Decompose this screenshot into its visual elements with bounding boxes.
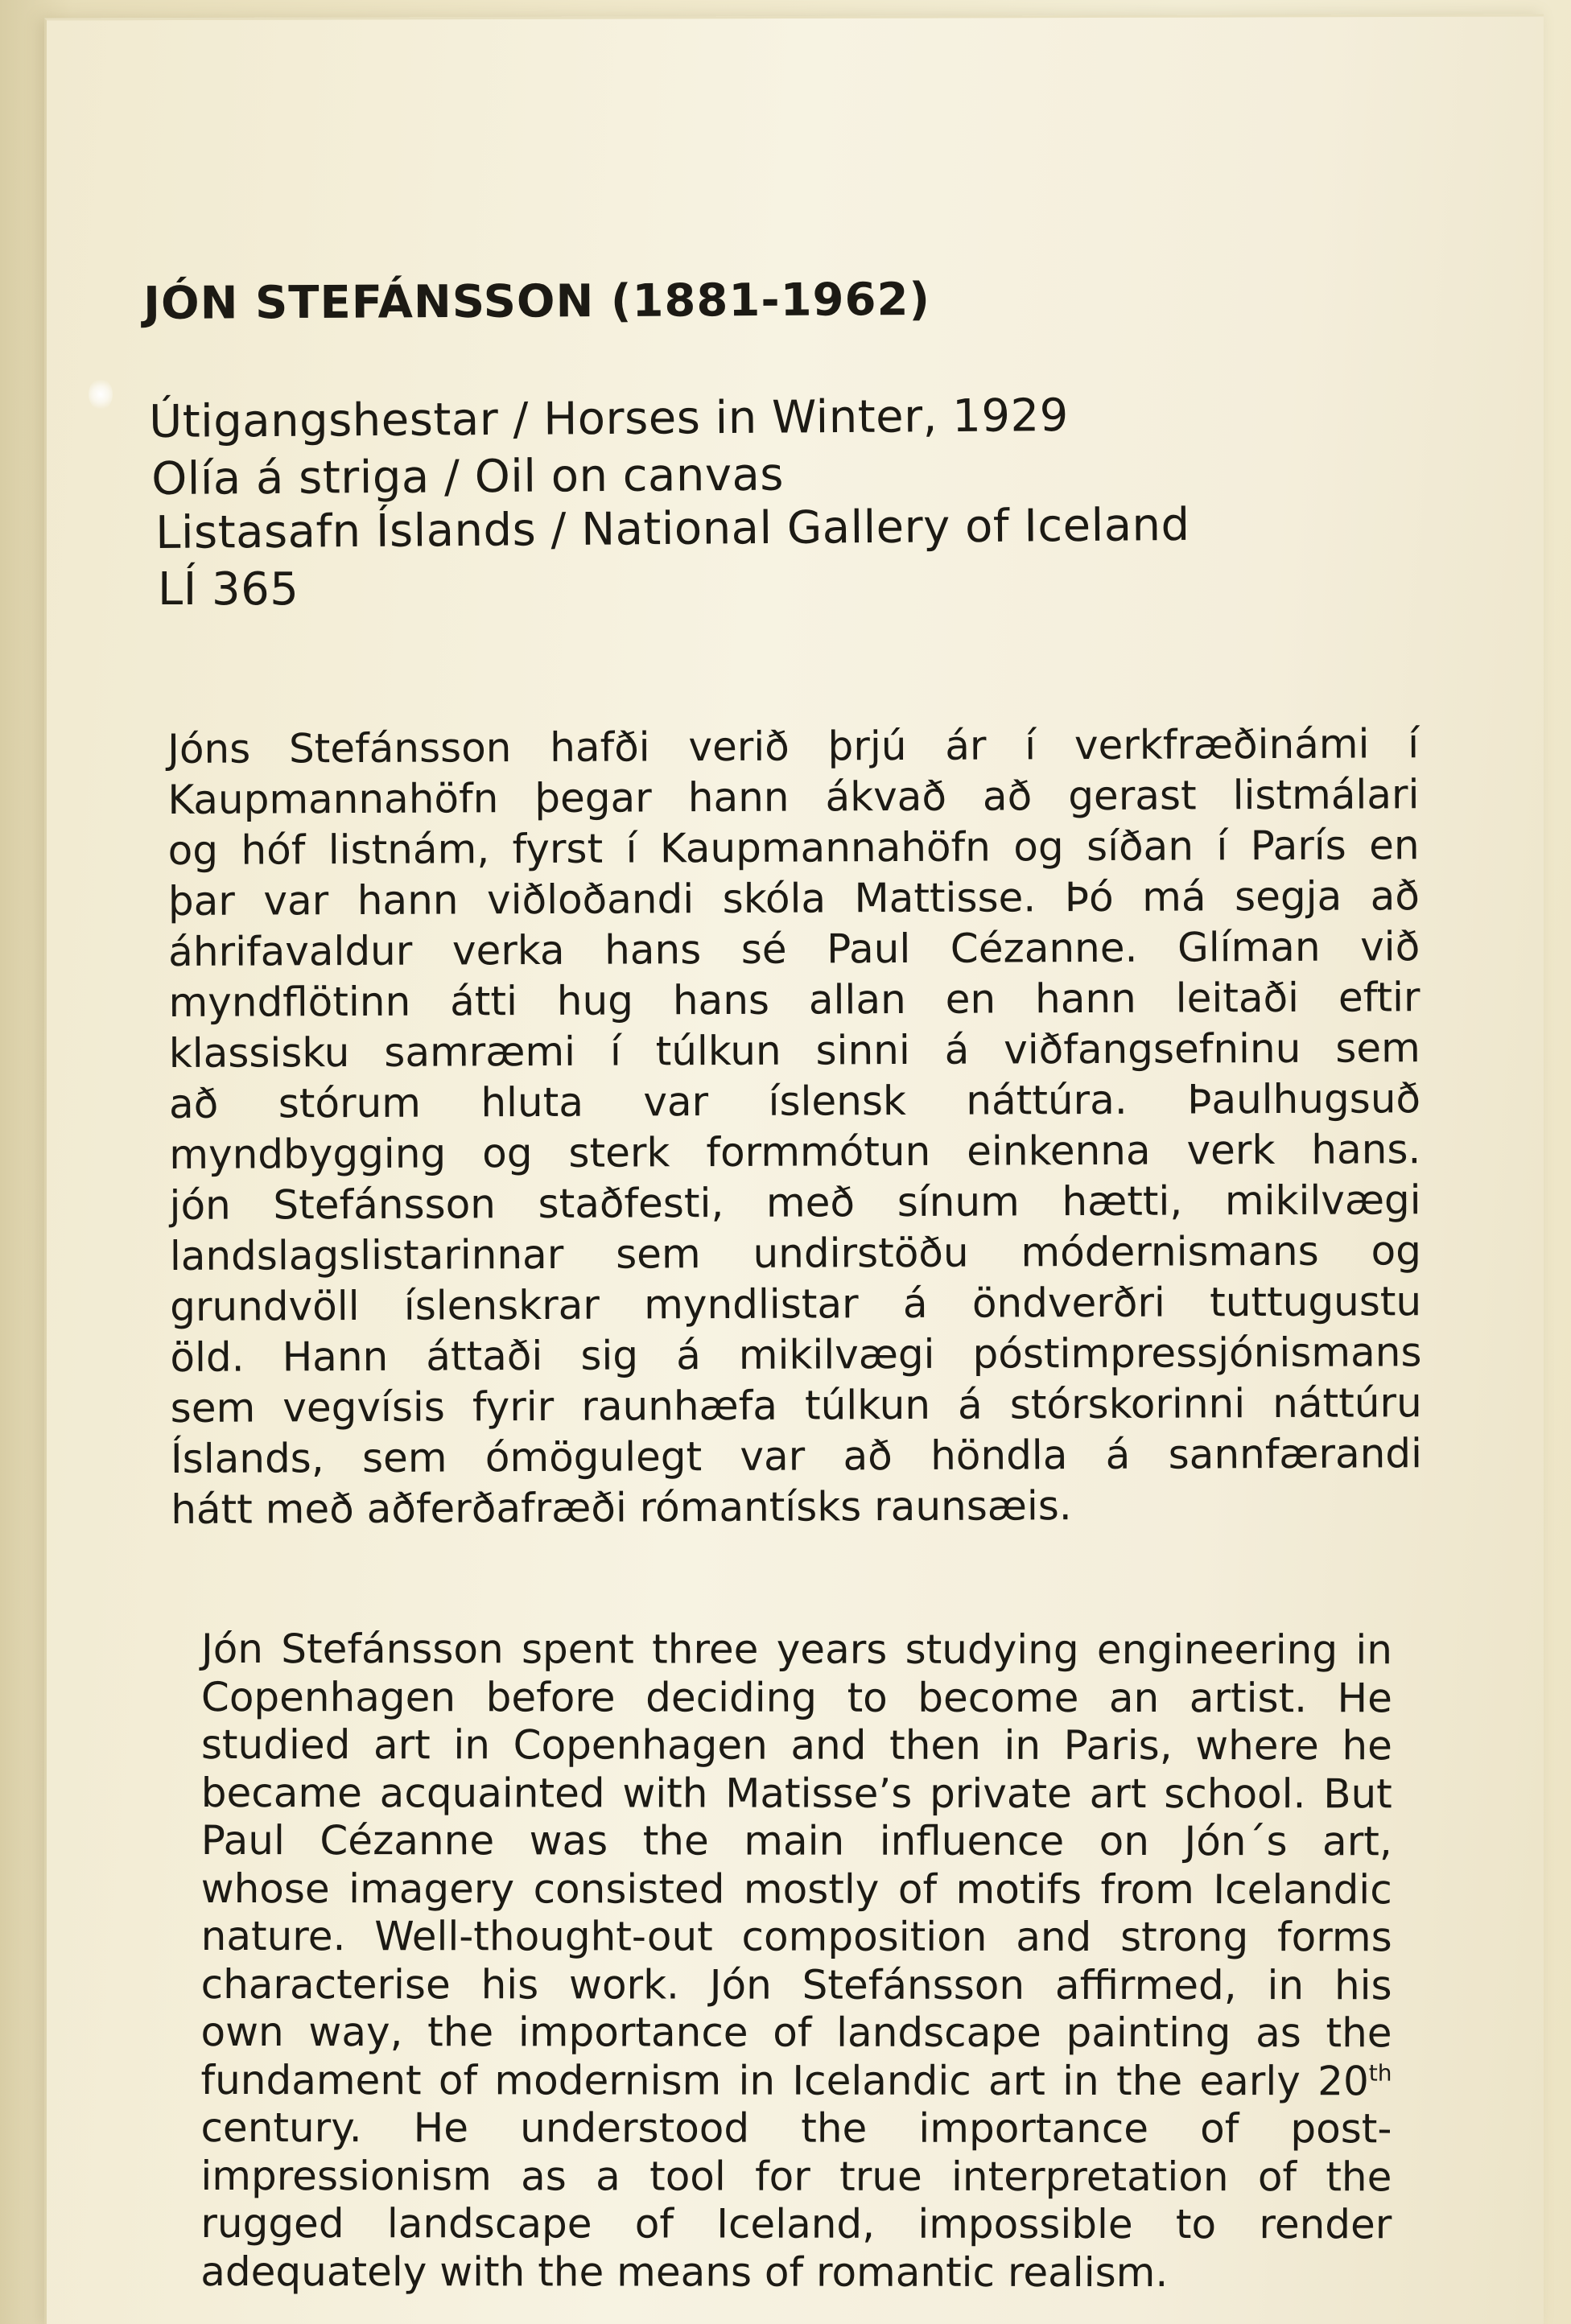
english-description bbox=[200, 1626, 1392, 2297]
icelandic-description bbox=[167, 719, 1422, 1535]
collection: Listasafn Íslands / National Gallery of Iceland bbox=[155, 498, 1190, 559]
icelandic-line: Jóns Stefánsson hafði verið þrjú ár í verkfræðinámi í bbox=[167, 720, 1420, 773]
ordinal-suffix: th bbox=[1368, 2059, 1392, 2087]
icelandic-line: landslagslistarinnar sem undirstöðu módernismans og bbox=[169, 1227, 1421, 1279]
english-line: whose imagery consisted mostly of motifs from Icelandic bbox=[200, 1865, 1392, 1913]
english-line: impressionism as a tool for true interpretation of the bbox=[200, 2152, 1392, 2200]
medium: Olía á striga / Oil on canvas bbox=[151, 448, 785, 505]
english-line: own way, the importance of landscape painting as the bbox=[200, 2008, 1392, 2057]
english-line: century. He understood the importance of post- bbox=[200, 2104, 1392, 2153]
work-title: Útigangshestar / Horses in Winter, 1929 bbox=[149, 389, 1069, 448]
icelandic-line: og hóf listnám, fyrst í Kaupmannahöfn og síðan í París en bbox=[167, 822, 1420, 874]
icelandic-line: Kaupmannahöfn þegar hann ákvað að gerast listmálari bbox=[167, 771, 1420, 823]
english-line: nature. Well-thought-out composition and strong forms bbox=[200, 1912, 1392, 1961]
icelandic-line: klassisku samræmi í túlkun sinni á viðfangsefninu sem bbox=[168, 1024, 1420, 1077]
icelandic-line: jón Stefánsson staðfesti, með sínum hætti, mikilvægi bbox=[169, 1176, 1421, 1229]
english-line-with-ordinal bbox=[200, 2056, 1392, 2105]
icelandic-line: áhrifavaldur verka hans sé Paul Cézanne. Glíman við bbox=[168, 923, 1420, 975]
english-line: studied art in Copenhagen and then in Paris, where he bbox=[200, 1721, 1392, 1770]
inventory-number: LÍ 365 bbox=[158, 563, 299, 616]
icelandic-line: sem vegvísis fyrir raunhæfa túlkun á stórskorinni náttúru bbox=[170, 1379, 1422, 1432]
english-line: Copenhagen before deciding to become an artist. He bbox=[200, 1673, 1392, 1721]
icelandic-line: öld. Hann áttaði sig á mikilvægi póstimpressjónismans bbox=[170, 1329, 1422, 1381]
english-line: became acquainted with Matisse’s private art school. But bbox=[200, 1769, 1392, 1817]
artist-title: JÓN STEFÁNSSON (1881-1962) bbox=[143, 273, 931, 330]
english-line: Jón Stefánsson spent three years studying engineering in bbox=[200, 1626, 1392, 1674]
english-line: rugged landscape of Iceland, impossible to render bbox=[200, 2199, 1392, 2248]
icelandic-line: að stórum hluta var íslensk náttúra. Þaulhugsuð bbox=[168, 1075, 1421, 1127]
icelandic-line: hátt með aðferðafræði rómantísks raunsæis. bbox=[171, 1482, 1072, 1533]
english-line-text: fundament of modernism in Icelandic art in the early 20 bbox=[200, 2056, 1369, 2104]
english-line: Paul Cézanne was the main influence on Jón´s art, bbox=[200, 1817, 1392, 1865]
icelandic-line: myndflötinn átti hug hans allan en hann leitaði eftir bbox=[168, 974, 1420, 1026]
light-glare bbox=[89, 378, 113, 410]
english-line: characterise his work. Jón Stefánsson affirmed, in his bbox=[200, 1960, 1392, 2009]
icelandic-line: myndbygging og sterk formmótun einkenna verk hans. bbox=[169, 1126, 1421, 1178]
english-line: adequately with the means of romantic realism. bbox=[200, 2248, 1169, 2296]
icelandic-line: Íslands, sem ómögulegt var að höndla á sannfærandi bbox=[170, 1430, 1423, 1482]
icelandic-line: þar var hann viðloðandi skóla Mattisse. Þó má segja að bbox=[167, 872, 1420, 925]
icelandic-line: grundvöll íslenskrar myndlistar á öndverðri tuttugustu bbox=[170, 1278, 1422, 1330]
